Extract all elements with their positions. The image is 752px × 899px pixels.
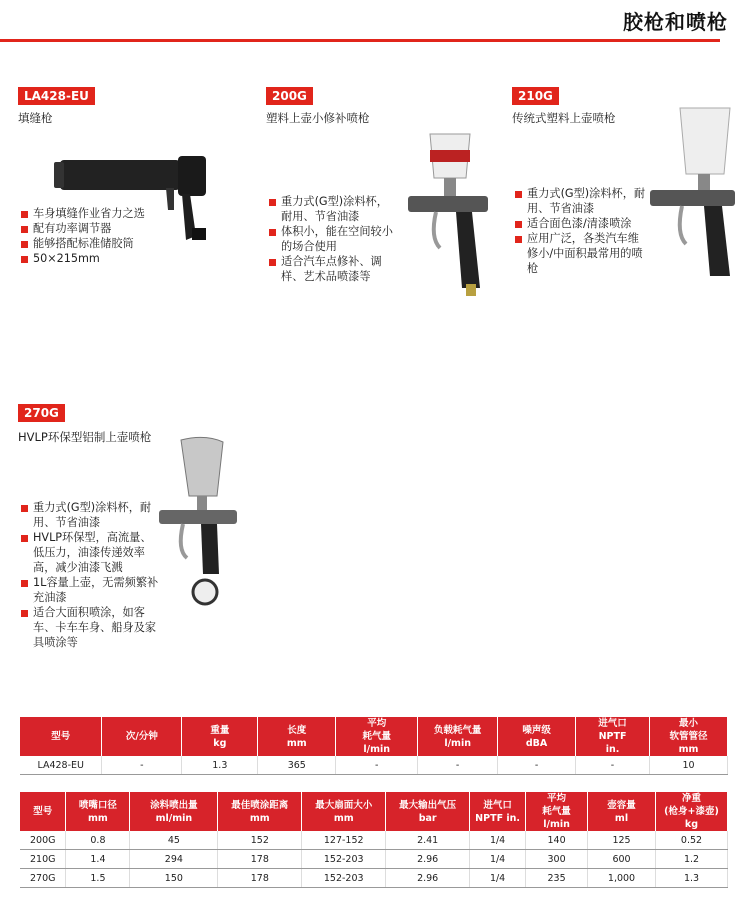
feature-list bbox=[20, 500, 160, 650]
product-subtitle: 填缝枪 bbox=[18, 111, 53, 125]
header-cell: 进气口 NPTF in. bbox=[470, 792, 526, 831]
table-cell: - bbox=[336, 756, 418, 775]
table-cell: 2.96 bbox=[386, 850, 470, 869]
feature-item: 1L容量上壶，无需频繁补充油漆 bbox=[20, 575, 160, 605]
table-cell: 1.3 bbox=[182, 756, 258, 775]
table-cell: 600 bbox=[588, 850, 656, 869]
header-cell: 噪声级 dBA bbox=[498, 717, 576, 756]
header-cell: 最大扇面大小 mm bbox=[302, 792, 386, 831]
header-cell: 长度 mm bbox=[258, 717, 336, 756]
header-cell: 喷嘴口径 mm bbox=[66, 792, 130, 831]
hvlp-spray-gun-icon bbox=[145, 434, 255, 614]
header-cell: 净重 (枪身+漆壶) kg bbox=[655, 792, 727, 831]
table-cell: 127-152 bbox=[302, 831, 386, 850]
table-cell: 152-203 bbox=[302, 869, 386, 888]
feature-item: 50×215mm bbox=[20, 251, 170, 266]
title-rule bbox=[0, 39, 720, 42]
table-cell: 235 bbox=[526, 869, 588, 888]
table-cell: 2.41 bbox=[386, 831, 470, 850]
header-cell: 重量 kg bbox=[182, 717, 258, 756]
table-cell: - bbox=[418, 756, 498, 775]
header-cell: 最小 软管管径 mm bbox=[650, 717, 728, 756]
feature-item: 配有功率调节器 bbox=[20, 221, 170, 236]
table-cell: 1.3 bbox=[655, 869, 727, 888]
table-cell: 0.52 bbox=[655, 831, 727, 850]
table-cell: 150 bbox=[130, 869, 218, 888]
feature-item: 适合汽车点修补、调样、艺术品喷漆等 bbox=[268, 254, 398, 284]
table-row bbox=[20, 869, 728, 888]
spray-gun-icon bbox=[640, 104, 745, 284]
feature-item: 适合大面积喷涂，如客车、卡车车身、船身及家具喷涂等 bbox=[20, 605, 160, 650]
feature-item: 适合面色漆/清漆喷涂 bbox=[514, 216, 650, 231]
feature-item: 重力式(G型)涂料杯，耐用、节省油漆 bbox=[268, 194, 398, 224]
table-cell: 1.2 bbox=[655, 850, 727, 869]
table-cell: 2.96 bbox=[386, 869, 470, 888]
table-cell: - bbox=[102, 756, 182, 775]
feature-list bbox=[268, 194, 398, 284]
product-subtitle: 塑料上壶小修补喷枪 bbox=[266, 111, 370, 125]
table-cell: 294 bbox=[130, 850, 218, 869]
table-cell: 10 bbox=[650, 756, 728, 775]
feature-item: 重力式(G型)涂料杯，耐用、节省油漆 bbox=[514, 186, 650, 216]
page-title: 胶枪和喷枪 bbox=[623, 10, 728, 34]
header-cell: 平均 耗气量 l/min bbox=[526, 792, 588, 831]
table-cell: LA428-EU bbox=[20, 756, 102, 775]
table-cell: 125 bbox=[588, 831, 656, 850]
table-cell: 152-203 bbox=[302, 850, 386, 869]
model-badge: LA428-EU bbox=[18, 87, 95, 105]
table-header-row bbox=[20, 717, 728, 756]
table-cell: 152 bbox=[218, 831, 302, 850]
table-cell: - bbox=[576, 756, 650, 775]
table-cell: 178 bbox=[218, 869, 302, 888]
feature-list bbox=[514, 186, 650, 276]
product-subtitle: 传统式塑料上壶喷枪 bbox=[512, 111, 616, 125]
table-cell: 1,000 bbox=[588, 869, 656, 888]
table-cell: 1/4 bbox=[470, 831, 526, 850]
header-cell: 壶容量 ml bbox=[588, 792, 656, 831]
table-cell: 365 bbox=[258, 756, 336, 775]
feature-item: 体积小，能在空间较小的场合使用 bbox=[268, 224, 398, 254]
model-badge: 200G bbox=[266, 87, 313, 105]
feature-item: 能够搭配标准储胶筒 bbox=[20, 236, 170, 251]
table-cell: 300 bbox=[526, 850, 588, 869]
table-cell: 140 bbox=[526, 831, 588, 850]
header-cell: 涂料喷出量 ml/min bbox=[130, 792, 218, 831]
model-badge: 270G bbox=[18, 404, 65, 422]
product-subtitle: HVLP环保型铝制上壶喷枪 bbox=[18, 430, 152, 444]
spec-table-spray-guns bbox=[20, 792, 728, 888]
feature-item: HVLP环保型，高流量、低压力，油漆传递效率高，减少油漆飞溅 bbox=[20, 530, 160, 575]
table-cell: - bbox=[498, 756, 576, 775]
table-cell: 1.4 bbox=[66, 850, 130, 869]
header-cell: 平均 耗气量 l/min bbox=[336, 717, 418, 756]
feature-list bbox=[20, 206, 170, 266]
table-cell: 0.8 bbox=[66, 831, 130, 850]
table-header-row bbox=[20, 792, 728, 831]
header-cell: 型号 bbox=[20, 717, 102, 756]
header-cell: 最大输出气压 bar bbox=[386, 792, 470, 831]
table-cell: 45 bbox=[130, 831, 218, 850]
spec-table-caulking bbox=[20, 717, 728, 775]
feature-item: 应用广泛，各类汽车维修小/中面积最常用的喷枪 bbox=[514, 231, 650, 276]
header-cell: 负载耗气量 l/min bbox=[418, 717, 498, 756]
spray-gun-icon bbox=[400, 128, 510, 298]
header-cell: 最佳喷涂距离 mm bbox=[218, 792, 302, 831]
table-cell: 1.5 bbox=[66, 869, 130, 888]
table-cell: 178 bbox=[218, 850, 302, 869]
table-cell: 200G bbox=[20, 831, 66, 850]
table-cell: 1/4 bbox=[470, 850, 526, 869]
header-cell: 型号 bbox=[20, 792, 66, 831]
feature-item: 重力式(G型)涂料杯，耐用、节省油漆 bbox=[20, 500, 160, 530]
header-cell: 次/分钟 bbox=[102, 717, 182, 756]
header-cell: 进气口 NPTF in. bbox=[576, 717, 650, 756]
table-row bbox=[20, 756, 728, 775]
model-badge: 210G bbox=[512, 87, 559, 105]
table-cell: 1/4 bbox=[470, 869, 526, 888]
table-cell: 210G bbox=[20, 850, 66, 869]
table-cell: 270G bbox=[20, 869, 66, 888]
table-row bbox=[20, 850, 728, 869]
feature-item: 车身填缝作业省力之选 bbox=[20, 206, 170, 221]
table-row bbox=[20, 831, 728, 850]
